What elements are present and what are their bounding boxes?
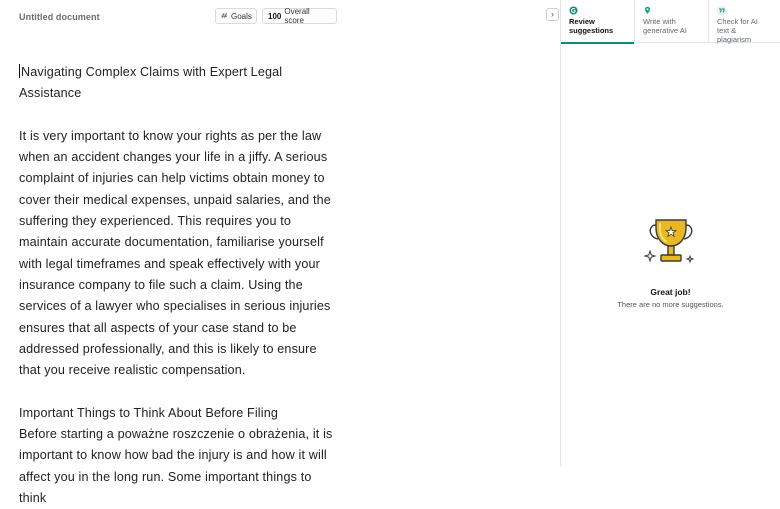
chevron-right-icon: › bbox=[551, 9, 554, 19]
tab-review-suggestions[interactable] bbox=[561, 0, 635, 43]
suggestions-panel bbox=[560, 0, 779, 467]
collapse-panel-button[interactable] bbox=[546, 8, 559, 21]
tab-check-ai-plagiarism[interactable] bbox=[709, 0, 780, 43]
empty-state-title: Great job! bbox=[650, 287, 691, 297]
score-value: 100 bbox=[268, 11, 282, 21]
subheading[interactable]: Important Things to Think About Before Filing bbox=[19, 405, 278, 420]
heading-text: Navigating Complex Claims with Expert Legal Assistance bbox=[19, 65, 283, 101]
paragraph[interactable]: It is very important to know your rights as per the law when an accident changes your life in a jiffy. A serious complaint of injuries can help victims obtain money to cover their medical expenses, unpaid salaries, and the suffering they experienced. This requires you to maintain accurate documentation, familiarise yourself with legal timeframes and speak effectively with your insurance company to file such a claim. Using the services of a lawyer who specialises in serious injuries ensures that all aspects of your case stand to be addressed professionally, and this is likely to ensure that you receive realistic compensation. bbox=[19, 128, 331, 378]
trophy-icon bbox=[561, 215, 780, 271]
tab-label: Write with generative AI bbox=[643, 17, 687, 35]
tab-label: Review suggestions bbox=[569, 17, 614, 35]
empty-state bbox=[561, 215, 780, 309]
goals-button[interactable] bbox=[215, 8, 257, 24]
goals-label: Goals bbox=[231, 11, 252, 21]
empty-state-subtitle: There are no more suggestions. bbox=[617, 300, 724, 309]
panel-tabs bbox=[561, 0, 780, 43]
quote-icon bbox=[717, 6, 772, 15]
tab-label: Check for AI text & plagiarism bbox=[717, 17, 758, 44]
score-label: Overall score bbox=[284, 7, 310, 25]
goals-icon bbox=[221, 12, 228, 21]
paragraph[interactable]: Before starting a poważne roszczenie o obrażenia, it is important to know how bad the injury is and how it will affect you in the long run. Some important things to think bbox=[19, 427, 333, 505]
document-heading[interactable] bbox=[19, 62, 341, 105]
document-title[interactable]: Untitled document bbox=[19, 12, 100, 22]
tab-write-generative-ai[interactable] bbox=[635, 0, 709, 43]
document-body[interactable] bbox=[19, 62, 341, 509]
ai-pin-icon bbox=[643, 6, 700, 15]
grammarly-g-icon bbox=[569, 6, 626, 15]
text-cursor bbox=[19, 64, 20, 78]
overall-score-button[interactable] bbox=[262, 8, 337, 24]
